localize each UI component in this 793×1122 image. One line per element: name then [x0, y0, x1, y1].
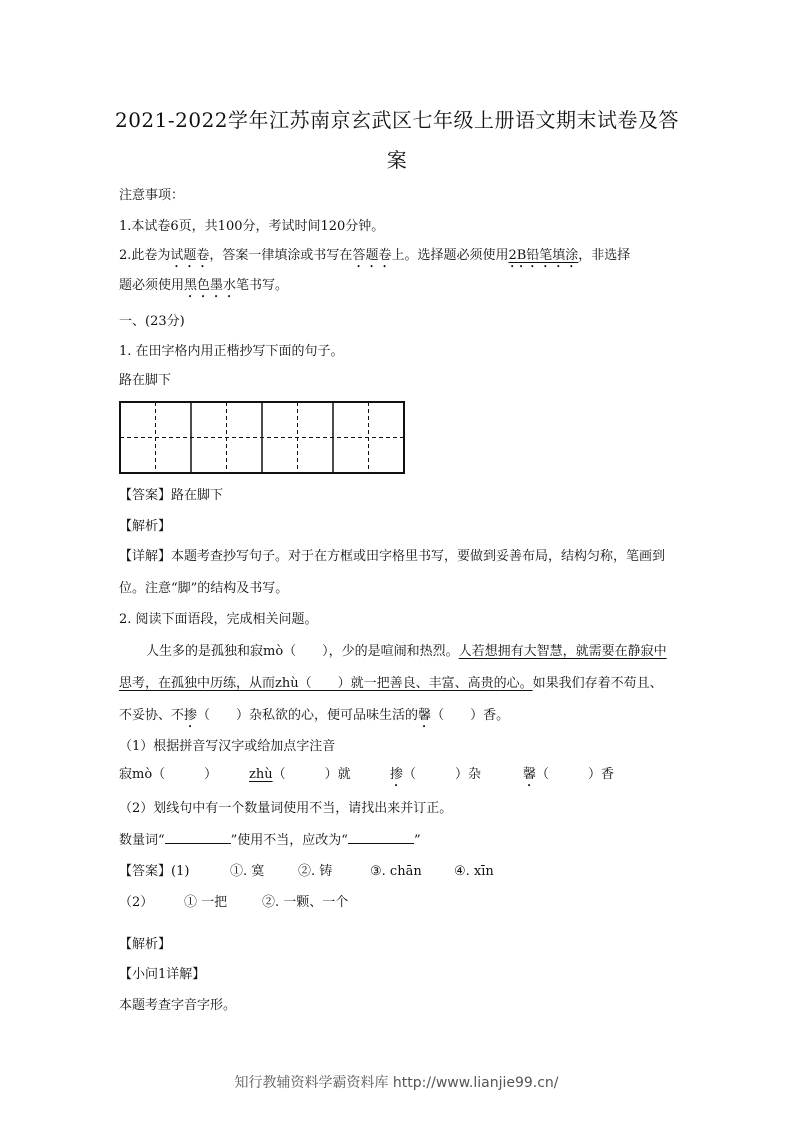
- blank-item-b: zhù（ ）就: [249, 767, 351, 782]
- blank-item-d: 馨（ ）香: [523, 767, 615, 782]
- question-2: 2. 阅读下面语段，完成相关问题。: [119, 612, 318, 627]
- question-1-sentence: 路在脚下: [119, 373, 172, 388]
- answer-1-label: 【答案】(1): [119, 864, 190, 879]
- tianzige-grid: [119, 401, 405, 474]
- analysis-label: 【解析】: [119, 519, 172, 534]
- analysis-label-2: 【解析】: [119, 937, 172, 952]
- sub-question-1: （1）根据拼音写汉字或给加点字注音: [119, 739, 336, 754]
- answer-1-item: ③. chān: [370, 864, 422, 879]
- answer-2-item: ②. 一颗、一个: [262, 895, 349, 910]
- answer-1-item: ②. 铸: [298, 864, 333, 879]
- blank-item-c: 掺（ ）杂: [390, 767, 482, 782]
- answer-2-item: ① 一把: [184, 895, 228, 910]
- notice-heading: 注意事项：: [119, 188, 185, 203]
- question-1: 1. 在田字格内用正楷抄写下面的句子。: [119, 344, 344, 359]
- blank-item-a: 寂mò（ ）: [119, 767, 218, 782]
- answer-2-label: （2）: [119, 895, 154, 910]
- notice-item-2: 2.此卷为试题卷，答案一律填涂或书写在答题卷上。选择题必须使用2B铅笔填涂，非选择: [119, 248, 631, 263]
- answer-1-item: ④. xīn: [454, 864, 494, 879]
- notice-item-1: 1.本试卷6页，共100分，考试时间120分钟。: [119, 219, 385, 234]
- reading-passage: 人生多的是孤独和寂mò（ ），少的是喧闹和热烈。人若想拥有大智慧，就需要在静寂中思考，在孤独中历练，从而zhù（ ）就一把善良、丰富、高贵的心。如果我们存着不苟且、不妥协、不掺（ ）杂私欲的心，便可品味生活的馨（ ）香。: [119, 644, 667, 723]
- page-title: 2021-2022学年江苏南京玄武区七年级上册语文期末试卷及答案: [114, 108, 680, 172]
- answer-1-item: ①. 寞: [230, 864, 265, 879]
- sub-question-2-fill: 数量词“ ”使用不当，应改为“ ”: [119, 833, 421, 848]
- notice-item-2-cont: 题必须使用黑色墨水笔书写。: [119, 278, 289, 293]
- sub-question-1-detail-label: 【小问1详解】: [119, 967, 206, 982]
- question-1-detail: 【详解】本题考查抄写句子。对于在方框或田字格里书写，要做到妥善布局，结构匀称，笔画到位。注意“脚”的结构及书写。: [119, 549, 666, 596]
- section-heading: 一、(23分): [119, 314, 185, 329]
- footer-watermark: 知行教辅资料学霸资料库 http://www.lianjie99.cn/: [234, 1075, 559, 1091]
- sub-question-2: （2）划线句中有一个数量词使用不当，请找出来并订正。: [119, 801, 453, 816]
- detail-text: 本题考查字音字形。: [119, 998, 237, 1013]
- question-1-answer: 【答案】路在脚下: [119, 488, 224, 503]
